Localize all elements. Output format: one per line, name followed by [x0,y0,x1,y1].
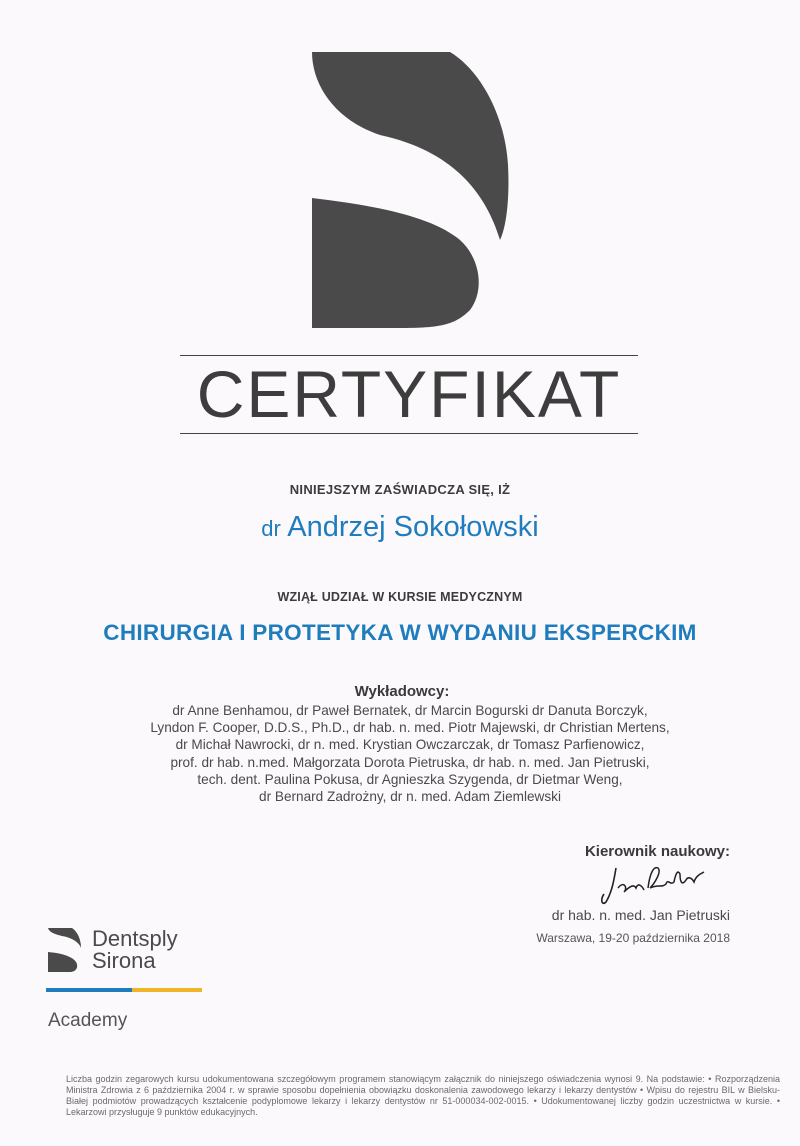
director-name: dr hab. n. med. Jan Pietruski [551,907,730,923]
footnote: Liczba godzin zegarowych kursu udokumentowana szczegółowym programem stanowiącym załącznik do niniejszego oświadczenia wynosi 9. Na podstawie: • Rozporządzenia Ministra Zdrowia z 6 października 2004 r. w sprawie sposobu dopełnienia obowiązku doskonalenia zawodowego lekarzy i lekarzy dentystów • Wpisu do rejestru BIL w Bielsku-Białej podmiotów prowadzących kształcenie podyplomowe lekarzy i lekarzy dentystów nr 51-000034-002-0015. • Udokumentowanej liczby godzin uczestnictwa w kursie. • Lekarzowi przysługuje 9 punktów edukacyjnych. [66,1074,780,1117]
director-label: Kierownik naukowy: [584,843,730,860]
lecturers-heading: Wykładowcy: [354,683,450,700]
lecturers-line: dr Michał Nawrocki, dr n. med. Krystian Owczarczak, dr Tomasz Parfienowicz, [175,737,645,753]
signature-image [598,858,710,908]
academy-label: Academy [48,1010,128,1031]
place-and-date: Warszawa, 19-20 października 2018 [536,931,730,945]
recipient-name: Andrzej Sokołowski [287,511,539,543]
lecturers-line: tech. dent. Paulina Pokusa, dr Agnieszka Szygenda, dr Dietmar Weng, [197,771,623,787]
title-top-rule [180,355,638,356]
lecturers-line: prof. dr hab. n.med. Małgorzata Dorota Pietruska, dr hab. n. med. Jan Pietruski, [170,754,650,770]
brand-name-line1: Dentsply [92,926,178,951]
lecturers-line: dr Anne Benhamou, dr Paweł Bernatek, dr Marcin Bogurski dr Danuta Borczyk, [172,703,648,718]
recipient-prefix: dr [261,516,281,541]
participation-line: WZIĄŁ UDZIAŁ W KURSIE MEDYCZNYM [277,590,523,604]
certificate-title: CERTYFIKAT [196,357,622,431]
certification-line: NINIEJSZYM ZAŚWIADCZA SIĘ, IŻ [289,482,511,497]
title-bottom-rule [180,433,638,434]
dentsply-sirona-logo-icon [46,926,82,974]
recipient-name-block [0,511,800,544]
lecturers-line: dr Bernard Zadrożny, dr n. med. Adam Ziemlewski [259,789,561,805]
lecturers-list [100,702,720,805]
course-title: CHIRURGIA I PROTETYKA W WYDANIU EKSPERCKIM [103,620,697,645]
lecturers-line: Lyndon F. Cooper, D.D.S., Ph.D., dr hab. n. med. Piotr Majewski, dr Christian Mertens, [150,720,670,736]
sirona-s-logo-icon [300,40,510,340]
brand-name-line2: Sirona [92,948,156,973]
brand-name [92,928,178,972]
brand-color-bar [46,988,202,992]
